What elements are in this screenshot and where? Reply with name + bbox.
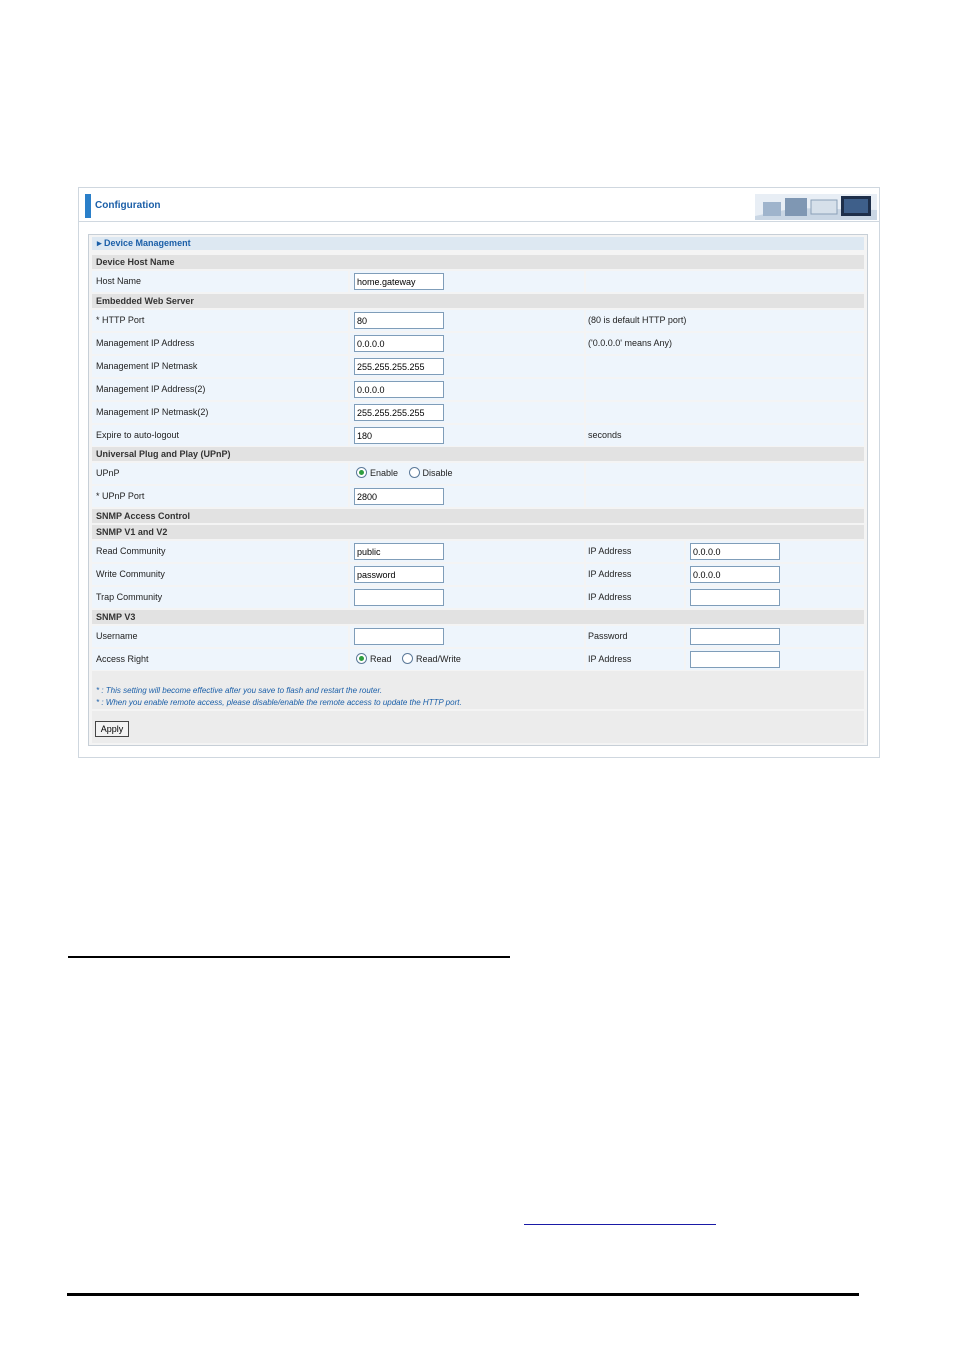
hyperlink-underline[interactable] [524, 1224, 716, 1225]
row-username [92, 626, 864, 647]
write-community-label: Write Community [92, 564, 348, 585]
group-embedded-web-server: Embedded Web Server [92, 294, 864, 308]
upnp-port-label: * UPnP Port [92, 486, 348, 507]
header-computer-art-icon [755, 194, 877, 220]
notes-box [92, 671, 864, 709]
trap-community-ip-input[interactable] [690, 589, 780, 606]
read-community-ip-input[interactable] [690, 543, 780, 560]
read-community-label: Read Community [92, 541, 348, 562]
device-management-panel [88, 234, 868, 746]
note-line-1: * : This setting will become effective after you save to flash and restart the router. [96, 686, 383, 695]
row-management-netmask-2 [92, 402, 864, 423]
row-upnp [92, 463, 864, 484]
row-write-community [92, 564, 864, 585]
group-snmp-access-control: SNMP Access Control [92, 509, 864, 523]
http-port-note: (80 is default HTTP port) [586, 310, 864, 331]
access-right-ip-input[interactable] [690, 651, 780, 668]
trap-community-ip-label: IP Address [586, 587, 684, 608]
http-port-label: * HTTP Port [92, 310, 348, 331]
upnp-enable-radio[interactable] [356, 467, 367, 478]
read-community-ip-label: IP Address [586, 541, 684, 562]
username-label: Username [92, 626, 348, 647]
management-ip-2-label: Management IP Address(2) [92, 379, 348, 400]
section-underline [68, 956, 510, 958]
access-read-label[interactable]: Read [370, 654, 392, 664]
row-management-ip-2 [92, 379, 864, 400]
management-ip-2-input[interactable] [354, 381, 444, 398]
row-management-ip [92, 333, 864, 354]
upnp-enable-label[interactable]: Enable [370, 468, 399, 478]
row-read-community [92, 541, 864, 562]
password-input[interactable] [690, 628, 780, 645]
row-host-name [92, 271, 864, 292]
upnp-disable-radio[interactable] [409, 467, 420, 478]
row-http-port [92, 310, 864, 331]
username-input[interactable] [354, 628, 444, 645]
management-netmask-2-label: Management IP Netmask(2) [92, 402, 348, 423]
note-line-2: * : When you enable remote access, please disable/enable the remote access to update the HTTP port. [96, 698, 462, 707]
expire-label: Expire to auto-logout [92, 425, 348, 446]
expire-input[interactable] [354, 427, 444, 444]
upnp-port-input[interactable] [354, 488, 444, 505]
header-accent-bar [85, 194, 91, 218]
group-snmp-v1-v2: SNMP V1 and V2 [92, 525, 864, 539]
access-read-radio[interactable] [356, 653, 367, 664]
password-label: Password [586, 626, 684, 647]
host-name-label: Host Name [92, 271, 348, 292]
group-upnp: Universal Plug and Play (UPnP) [92, 447, 864, 461]
management-ip-label: Management IP Address [92, 333, 348, 354]
apply-row [92, 711, 864, 743]
group-snmp-v3: SNMP V3 [92, 610, 864, 624]
section-title-text: Device Management [104, 238, 191, 248]
management-netmask-label: Management IP Netmask [92, 356, 348, 377]
page-footer-rule [67, 1293, 859, 1296]
read-community-input[interactable] [354, 543, 444, 560]
write-community-ip-label: IP Address [586, 564, 684, 585]
apply-button[interactable]: Apply [95, 721, 129, 737]
access-right-label: Access Right [92, 649, 348, 670]
management-netmask-2-input[interactable] [354, 404, 444, 421]
configuration-header [79, 188, 879, 222]
access-readwrite-label[interactable]: Read/Write [416, 654, 461, 664]
group-device-host-name: Device Host Name [92, 255, 864, 269]
header-divider [79, 221, 879, 222]
configuration-screenshot [78, 187, 880, 758]
write-community-input[interactable] [354, 566, 444, 583]
row-upnp-port [92, 486, 864, 507]
expire-unit: seconds [586, 425, 864, 446]
management-ip-note: ('0.0.0.0' means Any) [586, 333, 864, 354]
host-name-input[interactable] [354, 273, 444, 290]
row-management-netmask [92, 356, 864, 377]
row-trap-community [92, 587, 864, 608]
write-community-ip-input[interactable] [690, 566, 780, 583]
trap-community-label: Trap Community [92, 587, 348, 608]
upnp-disable-label[interactable]: Disable [422, 468, 453, 478]
header-title: Configuration [95, 200, 161, 211]
row-access-right [92, 649, 864, 670]
management-ip-input[interactable] [354, 335, 444, 352]
access-readwrite-radio[interactable] [402, 653, 413, 664]
section-title: ▸ Device Management [92, 237, 864, 250]
row-expire-auto-logout [92, 425, 864, 446]
http-port-input[interactable] [354, 312, 444, 329]
access-right-ip-label: IP Address [586, 649, 684, 670]
trap-community-input[interactable] [354, 589, 444, 606]
management-netmask-input[interactable] [354, 358, 444, 375]
upnp-label: UPnP [92, 463, 348, 484]
